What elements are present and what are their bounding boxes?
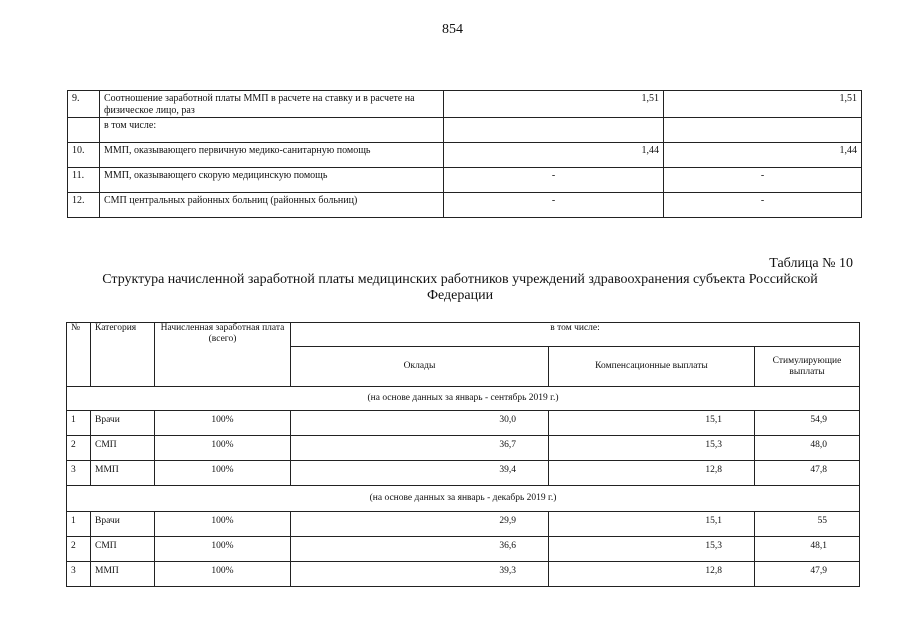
value-2019-sep: 1,51: [444, 91, 664, 118]
row-number: 12.: [68, 193, 100, 218]
row-stimulating: 55: [755, 512, 860, 537]
value-2019-sep: [444, 118, 664, 143]
row-number: 2: [67, 436, 91, 461]
row-salary: 36,7: [291, 436, 549, 461]
value-2019-dec: -: [664, 193, 862, 218]
period-row: [67, 486, 860, 512]
row-category: Врачи: [91, 411, 155, 436]
table-title: Структура начисленной заработной платы медицинских работников учреждений здравоохранения субъекта Российской Федерации: [102, 272, 818, 303]
row-total: 100%: [155, 562, 291, 587]
row-category: ММП: [91, 562, 155, 587]
row-text: ММП, оказывающего первичную медико-санитарную помощь: [100, 143, 444, 168]
period-row: [67, 387, 860, 411]
header-num: №: [67, 323, 91, 387]
header-compensation: Компенсационные выплаты: [549, 347, 755, 387]
header-stimulating: Стимулирующие выплаты: [755, 347, 860, 387]
period-label: (на основе данных за январь - декабрь 2019 г.): [67, 486, 860, 512]
row-compensation: 12,8: [549, 461, 755, 486]
row-number: 11.: [68, 168, 100, 193]
value-2019-dec: -: [664, 168, 862, 193]
period-label: (на основе данных за январь - сентябрь 2019 г.): [67, 387, 860, 411]
value-2019-sep: -: [444, 193, 664, 218]
row-compensation: 12,8: [549, 562, 755, 587]
header-including: в том числе:: [291, 323, 860, 347]
row-text: в том числе:: [100, 118, 444, 143]
table-row: [67, 512, 860, 537]
header-category: Категория: [91, 323, 155, 387]
row-text: ММП, оказывающего скорую медицинскую помощь: [100, 168, 444, 193]
row-category: Врачи: [91, 512, 155, 537]
ratio-table: [67, 90, 862, 218]
table-row: [68, 91, 862, 118]
table-row: [67, 537, 860, 562]
row-category: СМП: [91, 537, 155, 562]
table-row: [67, 436, 860, 461]
row-stimulating: 48,1: [755, 537, 860, 562]
row-compensation: 15,1: [549, 411, 755, 436]
row-number: 10.: [68, 143, 100, 168]
row-compensation: 15,3: [549, 436, 755, 461]
row-salary: 39,3: [291, 562, 549, 587]
header-salary: Оклады: [291, 347, 549, 387]
row-number: 3: [67, 562, 91, 587]
header-total: Начисленная заработная плата (всего): [155, 323, 291, 387]
row-total: 100%: [155, 436, 291, 461]
row-number: 1: [67, 411, 91, 436]
row-total: 100%: [155, 537, 291, 562]
row-text: СМП центральных районных больниц (районных больниц): [100, 193, 444, 218]
row-number: 3: [67, 461, 91, 486]
row-salary: 29,9: [291, 512, 549, 537]
row-stimulating: 54,9: [755, 411, 860, 436]
table-row: [67, 461, 860, 486]
salary-structure-table: [66, 322, 860, 587]
row-salary: 36,6: [291, 537, 549, 562]
row-number: 1: [67, 512, 91, 537]
row-total: 100%: [155, 411, 291, 436]
table-row: [68, 118, 862, 143]
row-category: СМП: [91, 436, 155, 461]
row-salary: 39,4: [291, 461, 549, 486]
row-stimulating: 48,0: [755, 436, 860, 461]
value-2019-sep: -: [444, 168, 664, 193]
row-number: 9.: [68, 91, 100, 118]
value-2019-dec: [664, 118, 862, 143]
row-text: Соотношение заработной платы ММП в расчете на ставку и в расчете на физическое лицо, раз: [100, 91, 444, 118]
value-2019-dec: 1,51: [664, 91, 862, 118]
table-row: [68, 143, 862, 168]
table-row: [67, 411, 860, 436]
header-row: [67, 323, 860, 347]
table-row: [68, 193, 862, 218]
table-row: [68, 168, 862, 193]
value-2019-dec: 1,44: [664, 143, 862, 168]
row-stimulating: 47,9: [755, 562, 860, 587]
row-compensation: 15,1: [549, 512, 755, 537]
row-category: ММП: [91, 461, 155, 486]
value-2019-sep: 1,44: [444, 143, 664, 168]
row-stimulating: 47,8: [755, 461, 860, 486]
page-number: 854: [442, 22, 463, 37]
row-compensation: 15,3: [549, 537, 755, 562]
row-total: 100%: [155, 461, 291, 486]
table-row: [67, 562, 860, 587]
row-salary: 30,0: [291, 411, 549, 436]
row-number: [68, 118, 100, 143]
table-label: Таблица № 10: [769, 256, 853, 271]
row-number: 2: [67, 537, 91, 562]
row-total: 100%: [155, 512, 291, 537]
